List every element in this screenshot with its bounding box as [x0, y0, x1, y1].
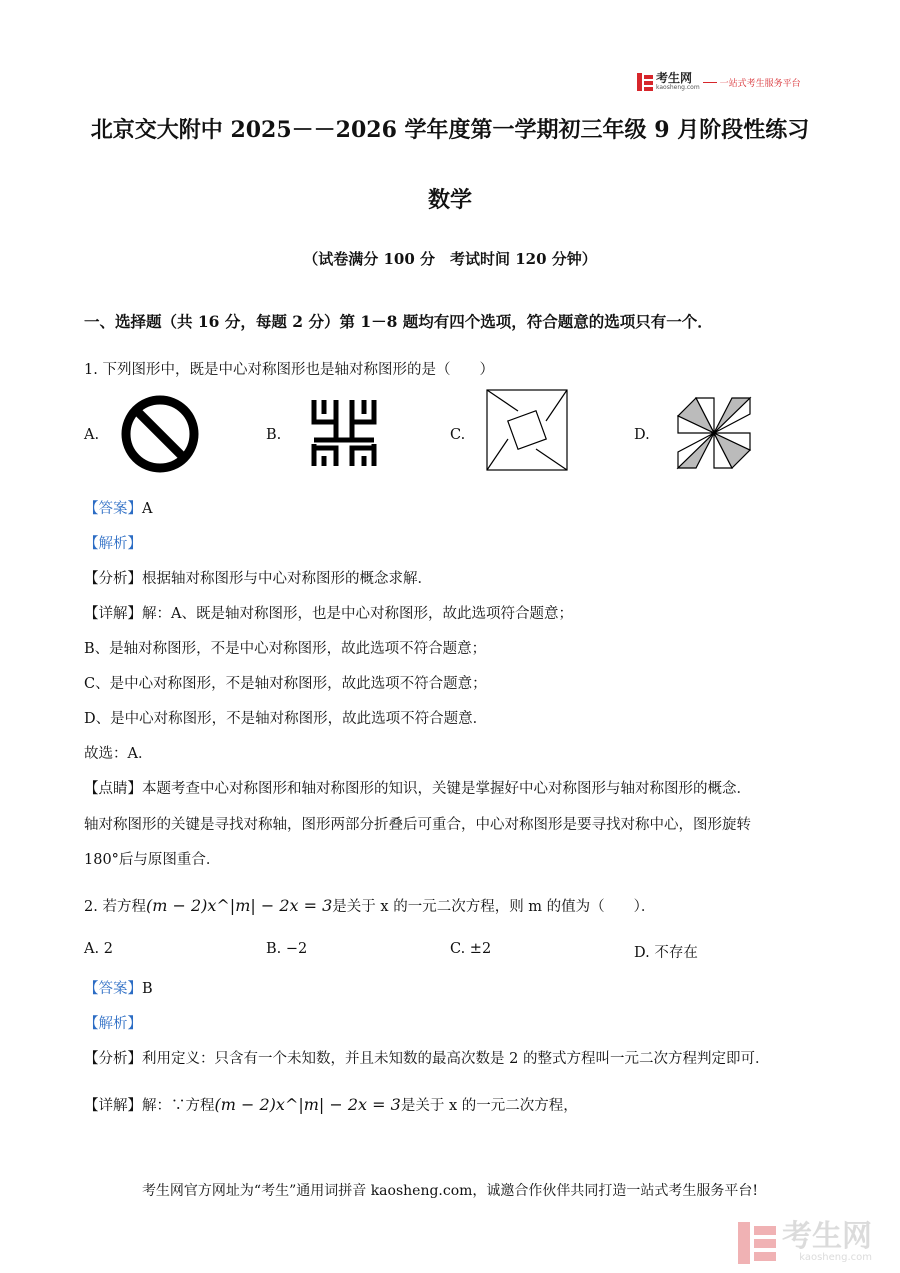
q1-option-d-label: D.	[634, 427, 650, 443]
q1-dianjing-1: 【点睛】本题考查中心对称图形和轴对称图形的知识，关键是掌握好中心对称图形与轴对称图形的概念．	[84, 781, 751, 797]
knot-pattern-icon	[306, 396, 382, 470]
q1-stem: 1. 下列图形中，既是中心对称图形也是轴对称图形的是（ ）	[84, 362, 494, 378]
q2-equation: (m − 2)x^|m| − 2x = 3	[145, 896, 333, 915]
q1-line-b: B、是轴对称图形，不是中心对称图形，故此选项不符合题意；	[84, 641, 487, 657]
q1-xiangjie: 【详解】解：A、既是轴对称图形，也是中心对称图形，故此选项符合题意；	[84, 606, 573, 622]
q2-analysis-tag: 【解析】	[84, 1016, 142, 1032]
q1-answer: 【答案】A	[84, 501, 153, 517]
watermark-icon	[738, 1222, 776, 1264]
pinwheel-square-icon	[485, 388, 569, 472]
q2-option-a: A. 2	[84, 941, 113, 957]
q1-dianjing-2: 轴对称图形的关键是寻找对称轴，图形两部分折叠后可重合，中心对称图形是要寻找对称中心，图形旋转	[84, 817, 751, 833]
q1-choose: 故选：A．	[84, 746, 153, 762]
q1-option-c-label: C.	[450, 427, 466, 443]
q2-stem: 2. 若方程(m − 2)x^|m| − 2x = 3是关于 x 的一元二次方程，则 m 的值为（ ）．	[84, 896, 656, 915]
section-heading: 一、选择题（共 16 分，每题 2 分）第 1－8 题均有四个选项，符合题意的选项只有一个．	[84, 312, 713, 331]
q1-line-d: D、是中心对称图形，不是轴对称图形，故此选项不符合题意．	[84, 711, 488, 727]
no-entry-icon	[118, 392, 202, 476]
q1-line-c: C、是中心对称图形，不是轴对称图形，故此选项不符合题意；	[84, 676, 487, 692]
q2-option-c: C. ±2	[450, 941, 492, 957]
q1-fenxi: 【分析】根据轴对称图形与中心对称图形的概念求解．	[84, 571, 432, 587]
brand-logo-icon	[637, 73, 653, 91]
q1-analysis-tag: 【解析】	[84, 536, 142, 552]
q2-fenxi: 【分析】利用定义：只含有一个未知数，并且未知数的最高次数是 2 的整式方程叫一元二次方程判定即可．	[84, 1051, 770, 1067]
exam-subject: 数学	[427, 187, 472, 213]
q1-dianjing-3: 180°后与原图重合．	[84, 852, 221, 868]
q2-xiangjie: 【详解】解：∵方程(m − 2)x^|m| − 2x = 3是关于 x 的一元二次方程，	[84, 1095, 578, 1114]
watermark-logo: 考生网 kaosheng.com	[738, 1222, 872, 1264]
windmill-icon	[676, 396, 752, 470]
exam-title: 北京交大附中 2025－－2026 学年度第一学期初三年级 9 月阶段性练习	[90, 117, 810, 143]
q2-option-b: B. −2	[266, 941, 308, 957]
exam-meta: （试卷满分 100 分 考试时间 120 分钟）	[303, 250, 597, 268]
brand-name: 考生网 kaosheng.com	[656, 71, 700, 91]
q1-option-a-label: A.	[84, 427, 100, 443]
brand-slogan: 一站式考生服务平台	[719, 78, 801, 89]
q2-answer: 【答案】B	[84, 981, 153, 997]
footer-text: 考生网官方网址为“考生”通用词拼音 kaosheng.com，诚邀合作伙伴共同打造一站式考生服务平台!	[141, 1183, 759, 1199]
brand-logo	[637, 72, 801, 92]
q1-option-b-label: B.	[266, 427, 282, 443]
q2-option-d: D. 不存在	[634, 945, 698, 961]
